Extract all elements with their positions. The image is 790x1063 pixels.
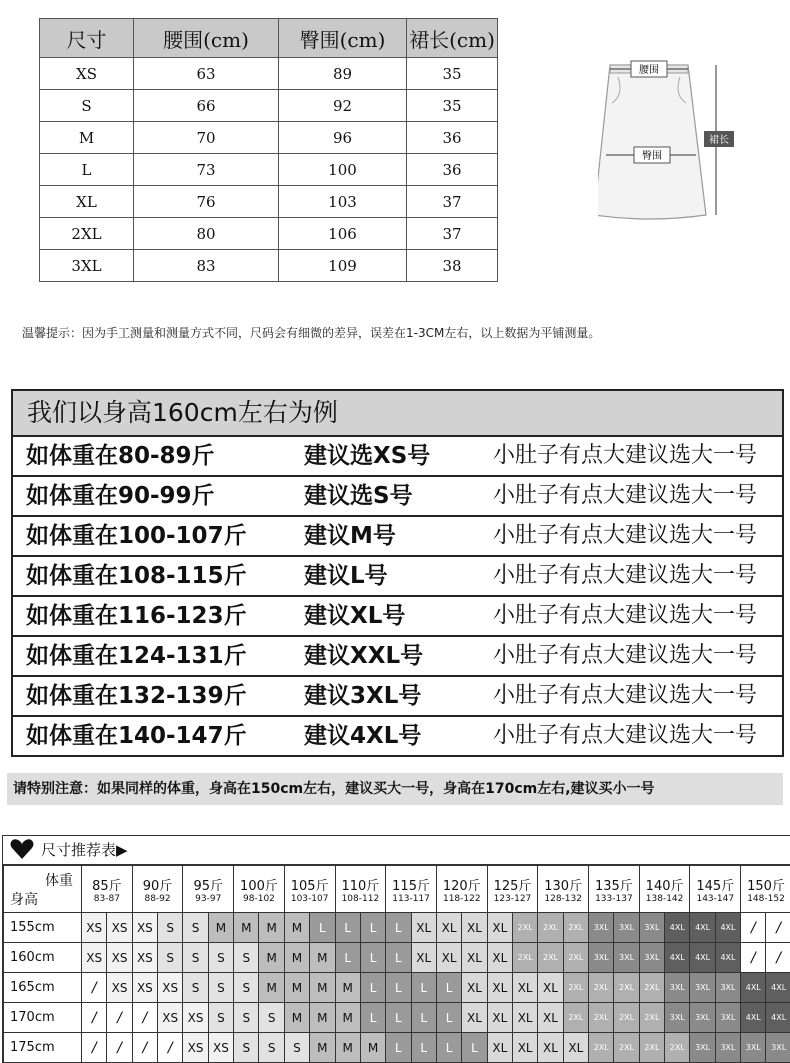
- size-cell: XL: [411, 943, 436, 973]
- size-cell: M: [335, 1003, 360, 1033]
- size-cell: S: [234, 943, 259, 973]
- recommendation-row: [13, 677, 782, 717]
- size-cell: /: [766, 913, 790, 943]
- grid-row: [4, 973, 790, 1003]
- grid-row: [4, 1003, 790, 1033]
- size-table-cell: 35: [407, 90, 498, 122]
- size-cell: /: [741, 943, 766, 973]
- size-cell: L: [411, 973, 436, 1003]
- size-cell: S: [259, 1033, 284, 1063]
- size-cell: M: [335, 1033, 360, 1063]
- diagram-length-label: 裙长: [709, 134, 729, 146]
- recommendation-row: [13, 637, 782, 677]
- size-table-cell: 109: [279, 250, 407, 282]
- size-cell: 4XL: [690, 913, 715, 943]
- belly-note: 小肚子有点大建议选大一号: [493, 597, 757, 635]
- size-cell: 3XL: [690, 1003, 715, 1033]
- weight-jin: 125斤: [488, 875, 538, 894]
- suggested-size: 建议4XL号: [304, 717, 421, 755]
- size-cell: L: [360, 913, 385, 943]
- size-table-header: [40, 19, 498, 58]
- size-cell: XS: [82, 943, 107, 973]
- size-cell: 4XL: [690, 943, 715, 973]
- size-cell: XL: [512, 1033, 537, 1063]
- recommendation-row: [13, 717, 782, 755]
- size-cell: /: [132, 1003, 157, 1033]
- weight-range: 如体重在116-123斤: [26, 597, 247, 635]
- size-cell: M: [310, 973, 335, 1003]
- size-table-row: [40, 250, 498, 282]
- weight-column-header: [82, 866, 133, 913]
- size-cell: XL: [436, 913, 461, 943]
- size-table-cell: 37: [407, 186, 498, 218]
- size-cell: 2XL: [512, 913, 537, 943]
- grid-row: [4, 943, 790, 973]
- size-cell: L: [386, 1003, 411, 1033]
- size-cell: 3XL: [690, 1033, 715, 1063]
- weight-jin: 110斤: [336, 875, 386, 894]
- grid-table: [3, 865, 790, 1063]
- size-cell: M: [310, 1033, 335, 1063]
- size-cell: 2XL: [512, 943, 537, 973]
- recommendation-title: 我们以身高160cm左右为例: [13, 391, 782, 437]
- weight-column-header: [284, 866, 335, 913]
- size-cell: 4XL: [741, 1003, 766, 1033]
- size-cell: 2XL: [563, 943, 588, 973]
- header-length: 裙长(cm): [407, 19, 498, 58]
- recommendation-row: [13, 437, 782, 477]
- size-cell: XL: [462, 1003, 487, 1033]
- size-cell: S: [208, 943, 233, 973]
- weight-range: 133-137: [589, 894, 639, 904]
- size-table-cell: 80: [134, 218, 279, 250]
- weight-column-header: [436, 866, 487, 913]
- belly-note: 小肚子有点大建议选大一号: [493, 517, 757, 555]
- recommendation-row: [13, 557, 782, 597]
- size-cell: XL: [487, 913, 512, 943]
- size-cell: 2XL: [665, 1033, 690, 1063]
- size-table-cell: 70: [134, 122, 279, 154]
- weight-column-header: [183, 866, 234, 913]
- size-cell: 2XL: [538, 913, 563, 943]
- size-table-row: [40, 186, 498, 218]
- size-cell: XL: [411, 913, 436, 943]
- size-cell: 2XL: [639, 1003, 664, 1033]
- size-table-row: [40, 90, 498, 122]
- weight-jin: 120斤: [437, 875, 487, 894]
- size-cell: XL: [487, 1003, 512, 1033]
- weight-range: 88-92: [133, 894, 183, 904]
- diagram-hip-label: 臀围: [642, 150, 662, 162]
- size-cell: XL: [462, 913, 487, 943]
- weight-jin: 100斤: [234, 875, 284, 894]
- recommendation-row: [13, 597, 782, 637]
- size-cell: 3XL: [589, 913, 614, 943]
- grid-row: [4, 913, 790, 943]
- size-cell: S: [284, 1033, 309, 1063]
- size-cell: S: [259, 1003, 284, 1033]
- measurement-tip: 温馨提示：因为手工测量和测量方式不同，尺码会有细微的差异，误差在1-3CM左右，以上数据为平铺测量。: [22, 324, 600, 341]
- height-notice: 请特别注意：如果同样的体重，身高在150cm左右，建议买大一号，身高在170cm左右,建议买小一号: [7, 773, 783, 805]
- size-table-row: [40, 122, 498, 154]
- suggested-size: 建议M号: [304, 517, 396, 555]
- size-table-cell: S: [40, 90, 134, 122]
- size-cell: L: [411, 1033, 436, 1063]
- size-cell: 3XL: [614, 913, 639, 943]
- size-cell: L: [386, 973, 411, 1003]
- size-table-cell: M: [40, 122, 134, 154]
- size-cell: XS: [107, 973, 132, 1003]
- size-table-cell: 36: [407, 154, 498, 186]
- size-cell: M: [284, 913, 309, 943]
- size-cell: XS: [132, 913, 157, 943]
- size-cell: 3XL: [665, 1003, 690, 1033]
- size-cell: S: [234, 1003, 259, 1033]
- belly-note: 小肚子有点大建议选大一号: [493, 477, 757, 515]
- size-table-cell: L: [40, 154, 134, 186]
- size-table-cell: 100: [279, 154, 407, 186]
- weight-column-header: [132, 866, 183, 913]
- size-cell: S: [183, 913, 208, 943]
- size-cell: S: [158, 913, 183, 943]
- size-cell: 3XL: [589, 943, 614, 973]
- corner-height-label: 身高: [10, 889, 38, 909]
- size-cell: 2XL: [563, 1003, 588, 1033]
- size-cell: 4XL: [715, 943, 740, 973]
- size-cell: XS: [158, 1003, 183, 1033]
- size-table-cell: 76: [134, 186, 279, 218]
- grid-header: [3, 836, 790, 865]
- size-cell: /: [107, 1003, 132, 1033]
- size-table-cell: 103: [279, 186, 407, 218]
- size-cell: XS: [132, 943, 157, 973]
- size-cell: L: [436, 973, 461, 1003]
- size-table-cell: 96: [279, 122, 407, 154]
- size-cell: M: [335, 973, 360, 1003]
- weight-range: 如体重在100-107斤: [26, 517, 247, 555]
- size-cell: 3XL: [639, 913, 664, 943]
- size-table-row: [40, 154, 498, 186]
- suggested-size: 建议XXL号: [304, 637, 423, 675]
- weight-range: 103-107: [285, 894, 335, 904]
- suggested-size: 建议XL号: [304, 597, 405, 635]
- size-cell: L: [335, 943, 360, 973]
- size-cell: 3XL: [766, 1033, 790, 1063]
- size-cell: XS: [107, 913, 132, 943]
- recommendation-box: [11, 389, 784, 757]
- size-table-cell: 66: [134, 90, 279, 122]
- size-cell: 3XL: [715, 1003, 740, 1033]
- weight-jin: 85斤: [82, 875, 132, 894]
- size-table-cell: 83: [134, 250, 279, 282]
- size-table: [39, 18, 498, 282]
- size-cell: XL: [487, 973, 512, 1003]
- weight-column-header: [335, 866, 386, 913]
- weight-range: 如体重在90-99斤: [26, 477, 215, 515]
- corner-weight-label: 体重: [45, 870, 73, 890]
- size-table-cell: 73: [134, 154, 279, 186]
- size-cell: M: [259, 943, 284, 973]
- height-label: 170cm: [4, 1003, 82, 1033]
- size-cell: 2XL: [589, 973, 614, 1003]
- size-cell: /: [741, 913, 766, 943]
- height-label: 160cm: [4, 943, 82, 973]
- size-cell: L: [386, 943, 411, 973]
- weight-range: 123-127: [488, 894, 538, 904]
- size-cell: M: [310, 1003, 335, 1033]
- size-cell: 4XL: [665, 943, 690, 973]
- size-cell: XL: [436, 943, 461, 973]
- size-cell: M: [259, 973, 284, 1003]
- size-cell: XL: [538, 973, 563, 1003]
- size-cell: 2XL: [614, 973, 639, 1003]
- size-cell: 3XL: [690, 973, 715, 1003]
- size-cell: 2XL: [589, 1033, 614, 1063]
- size-table-cell: 2XL: [40, 218, 134, 250]
- size-cell: /: [132, 1033, 157, 1063]
- weight-range: 118-122: [437, 894, 487, 904]
- belly-note: 小肚子有点大建议选大一号: [493, 637, 757, 675]
- suggested-size: 建议L号: [304, 557, 388, 595]
- size-cell: L: [386, 1033, 411, 1063]
- size-cell: M: [284, 943, 309, 973]
- size-table-cell: 38: [407, 250, 498, 282]
- belly-note: 小肚子有点大建议选大一号: [493, 677, 757, 715]
- size-cell: 4XL: [741, 973, 766, 1003]
- recommendation-row: [13, 517, 782, 557]
- weight-range: 148-152: [741, 894, 790, 904]
- belly-note: 小肚子有点大建议选大一号: [493, 717, 757, 755]
- size-cell: 3XL: [614, 943, 639, 973]
- size-cell: 4XL: [715, 913, 740, 943]
- size-table-row: [40, 58, 498, 90]
- skirt-diagram: [598, 55, 738, 225]
- weight-range: 128-132: [538, 894, 588, 904]
- size-cell: M: [208, 913, 233, 943]
- weight-jin: 95斤: [183, 875, 233, 894]
- size-cell: S: [183, 943, 208, 973]
- size-cell: /: [82, 1003, 107, 1033]
- size-cell: 3XL: [741, 1033, 766, 1063]
- size-cell: S: [158, 943, 183, 973]
- size-cell: XL: [462, 973, 487, 1003]
- suggested-size: 建议选XS号: [304, 437, 430, 475]
- weight-range: 143-147: [690, 894, 740, 904]
- suggested-size: 建议选S号: [304, 477, 413, 515]
- belly-note: 小肚子有点大建议选大一号: [493, 557, 757, 595]
- grid-title: 尺寸推荐表▶: [41, 836, 128, 864]
- suggested-size: 建议3XL号: [304, 677, 421, 715]
- size-table-cell: 92: [279, 90, 407, 122]
- size-cell: L: [436, 1033, 461, 1063]
- header-hip: 臀围(cm): [279, 19, 407, 58]
- weight-jin: 130斤: [538, 875, 588, 894]
- weight-range: 如体重在80-89斤: [26, 437, 215, 475]
- size-table-cell: 35: [407, 58, 498, 90]
- heart-icon: [10, 838, 34, 860]
- weight-jin: 140斤: [640, 875, 690, 894]
- grid-row: [4, 1033, 790, 1063]
- size-recommendation-grid: [2, 835, 790, 1063]
- weight-range: 93-97: [183, 894, 233, 904]
- weight-jin: 145斤: [690, 875, 740, 894]
- height-label: 165cm: [4, 973, 82, 1003]
- size-cell: XL: [538, 1003, 563, 1033]
- weight-range: 83-87: [82, 894, 132, 904]
- size-cell: XS: [183, 1033, 208, 1063]
- size-cell: XS: [183, 1003, 208, 1033]
- size-cell: 2XL: [614, 1033, 639, 1063]
- size-cell: M: [310, 943, 335, 973]
- size-cell: XL: [512, 1003, 537, 1033]
- weight-jin: 105斤: [285, 875, 335, 894]
- size-cell: L: [386, 913, 411, 943]
- size-cell: 2XL: [538, 943, 563, 973]
- size-cell: 2XL: [589, 1003, 614, 1033]
- size-cell: M: [284, 973, 309, 1003]
- belly-note: 小肚子有点大建议选大一号: [493, 437, 757, 475]
- weight-range: 如体重在132-139斤: [26, 677, 247, 715]
- size-cell: /: [158, 1033, 183, 1063]
- weight-jin: 135斤: [589, 875, 639, 894]
- weight-column-header: [690, 866, 741, 913]
- height-label: 175cm: [4, 1033, 82, 1063]
- size-cell: XS: [82, 913, 107, 943]
- size-cell: M: [360, 1033, 385, 1063]
- weight-jin: 90斤: [133, 875, 183, 894]
- size-table-cell: 106: [279, 218, 407, 250]
- size-cell: XL: [487, 943, 512, 973]
- weight-jin: 150斤: [741, 875, 790, 894]
- size-cell: L: [411, 1003, 436, 1033]
- size-cell: L: [360, 943, 385, 973]
- weight-column-header: [538, 866, 589, 913]
- size-cell: 3XL: [665, 973, 690, 1003]
- size-cell: S: [234, 1033, 259, 1063]
- weight-jin: 115斤: [386, 875, 436, 894]
- size-cell: 2XL: [614, 1003, 639, 1033]
- size-table-cell: 89: [279, 58, 407, 90]
- size-cell: 2XL: [639, 973, 664, 1003]
- size-cell: XS: [107, 943, 132, 973]
- header-waist: 腰围(cm): [134, 19, 279, 58]
- size-cell: /: [766, 943, 790, 973]
- size-cell: S: [208, 1003, 233, 1033]
- size-cell: 3XL: [715, 973, 740, 1003]
- size-cell: 2XL: [563, 973, 588, 1003]
- size-cell: L: [436, 1003, 461, 1033]
- size-table-cell: 3XL: [40, 250, 134, 282]
- size-table-row: [40, 218, 498, 250]
- weight-column-header: [487, 866, 538, 913]
- size-cell: 4XL: [665, 913, 690, 943]
- size-cell: M: [259, 913, 284, 943]
- weight-column-header: [234, 866, 285, 913]
- size-table-cell: XS: [40, 58, 134, 90]
- weight-range: 138-142: [640, 894, 690, 904]
- size-cell: /: [82, 1033, 107, 1063]
- size-cell: XL: [538, 1033, 563, 1063]
- weight-range: 如体重在140-147斤: [26, 717, 247, 755]
- size-cell: L: [360, 973, 385, 1003]
- size-cell: XS: [158, 973, 183, 1003]
- size-cell: L: [335, 913, 360, 943]
- size-cell: 2XL: [639, 1033, 664, 1063]
- size-cell: /: [107, 1033, 132, 1063]
- size-cell: XL: [563, 1033, 588, 1063]
- height-label: 155cm: [4, 913, 82, 943]
- size-cell: 4XL: [766, 973, 790, 1003]
- size-table-cell: 63: [134, 58, 279, 90]
- size-cell: XS: [208, 1033, 233, 1063]
- size-cell: XS: [132, 973, 157, 1003]
- weight-column-header: [741, 866, 790, 913]
- size-cell: XL: [512, 973, 537, 1003]
- size-cell: M: [284, 1003, 309, 1033]
- weight-range: 113-117: [386, 894, 436, 904]
- size-cell: S: [183, 973, 208, 1003]
- weight-range: 108-112: [336, 894, 386, 904]
- recommendation-row: [13, 477, 782, 517]
- size-cell: 4XL: [766, 1003, 790, 1033]
- size-cell: XL: [487, 1033, 512, 1063]
- size-cell: S: [234, 973, 259, 1003]
- weight-column-header: [386, 866, 437, 913]
- size-cell: XL: [462, 943, 487, 973]
- size-cell: 3XL: [639, 943, 664, 973]
- size-table-cell: XL: [40, 186, 134, 218]
- size-cell: L: [462, 1033, 487, 1063]
- size-table-cell: 36: [407, 122, 498, 154]
- diagram-waist-label: 腰围: [639, 64, 659, 76]
- size-cell: 2XL: [563, 913, 588, 943]
- weight-range: 如体重在124-131斤: [26, 637, 247, 675]
- weight-column-header: [589, 866, 640, 913]
- size-cell: L: [310, 913, 335, 943]
- size-cell: /: [82, 973, 107, 1003]
- grid-corner: [4, 866, 82, 913]
- weight-range: 如体重在108-115斤: [26, 557, 247, 595]
- size-table-cell: 37: [407, 218, 498, 250]
- size-cell: L: [360, 1003, 385, 1033]
- size-cell: M: [234, 913, 259, 943]
- header-size: 尺寸: [40, 19, 134, 58]
- weight-column-header: [639, 866, 690, 913]
- weight-range: 98-102: [234, 894, 284, 904]
- size-cell: 3XL: [715, 1033, 740, 1063]
- size-cell: S: [208, 973, 233, 1003]
